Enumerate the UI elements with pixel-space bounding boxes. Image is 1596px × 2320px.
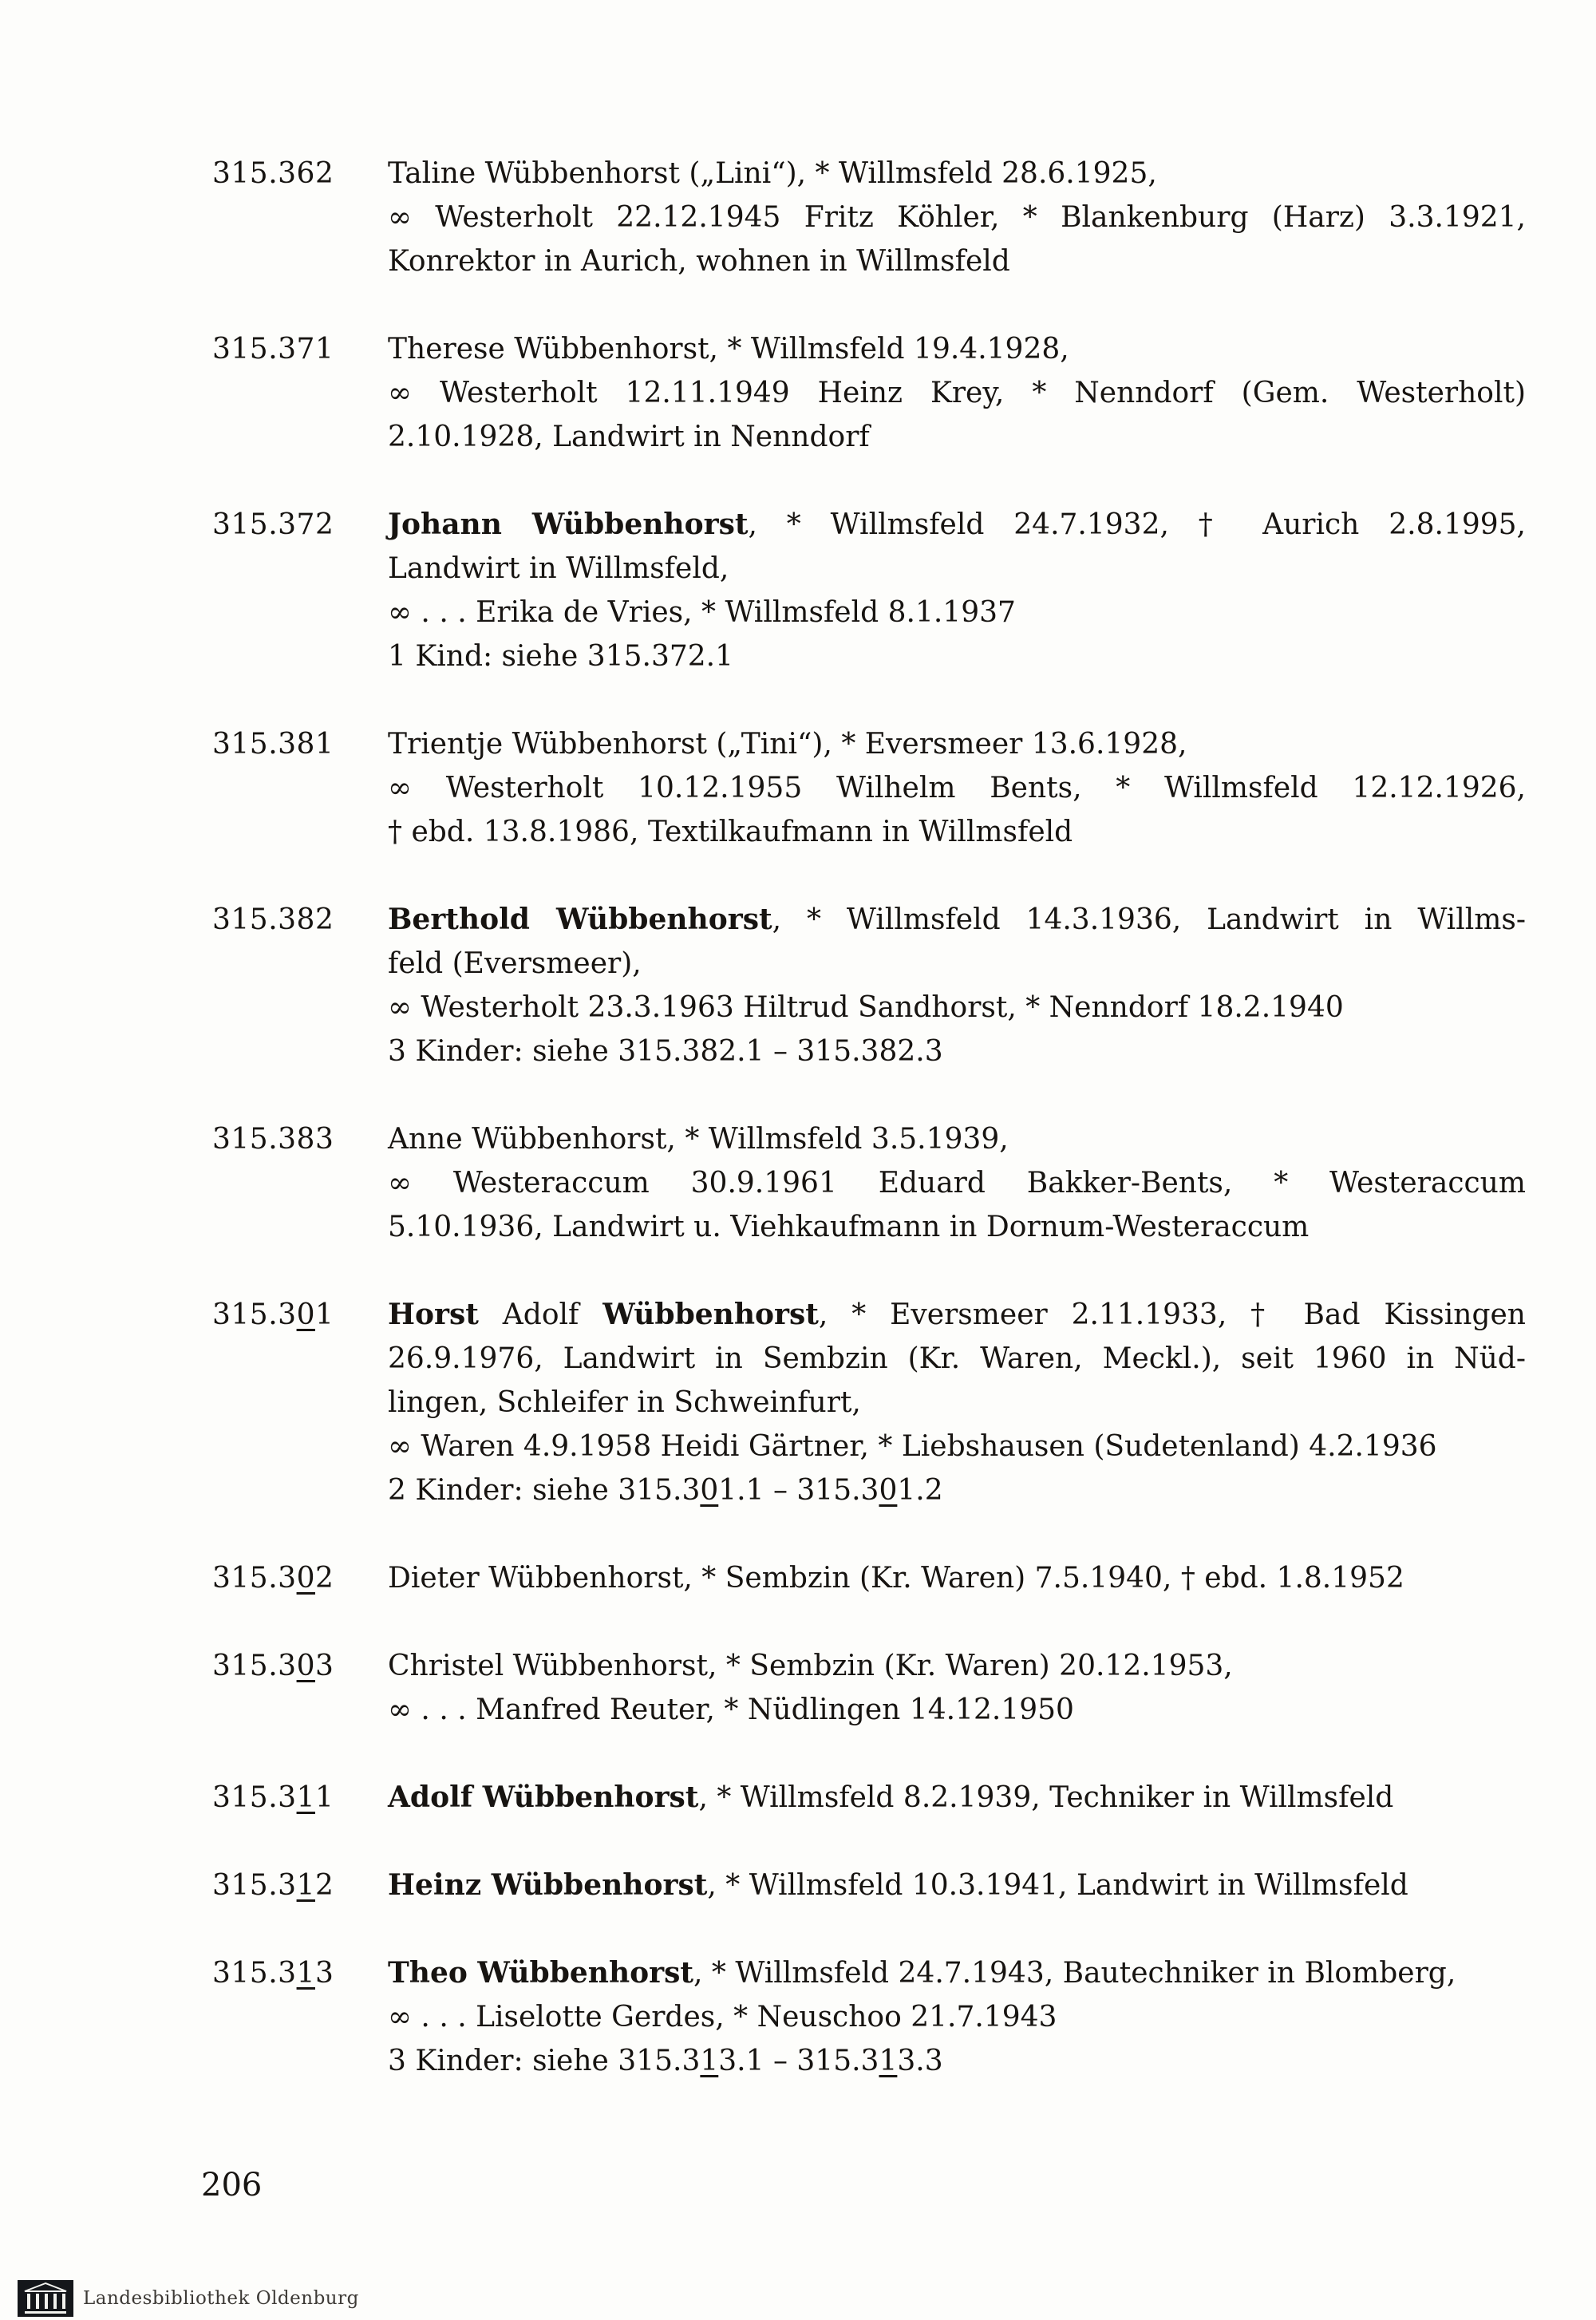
genealogy-entry: [212, 503, 1526, 678]
text-segment: Trientje Wübbenhorst („Tini“), * Eversmeer 13.6.1928,: [388, 728, 1187, 761]
text-segment: 315.3: [212, 1298, 297, 1331]
text-segment: 0: [296, 1562, 315, 1595]
entry-text: [388, 503, 1526, 678]
text-segment: 2: [314, 1869, 334, 1902]
entry-number: [212, 898, 388, 1073]
entry-line: [388, 1425, 1526, 1468]
entry-number: [212, 327, 388, 459]
entry-line: [388, 2039, 1526, 2083]
entry-line: [388, 1556, 1526, 1600]
text-segment: , * Willmsfeld 24.7.1943, Bautechniker in Blomberg,: [693, 1957, 1456, 1990]
text-segment: 315.372: [212, 508, 334, 541]
text-segment: Anne Wübbenhorst, * Willmsfeld 3.5.1939,: [388, 1123, 1009, 1156]
text-segment: , * Willmsfeld 24.7.1932, † Aurich 2.8.1995,: [748, 508, 1527, 541]
text-segment: , * Willmsfeld 8.2.1939, Techniker in Willmsfeld: [698, 1781, 1394, 1814]
entry-number: [212, 152, 388, 283]
entry-number: [212, 1293, 388, 1512]
entry-line: [388, 152, 1526, 196]
entry-line: [388, 722, 1526, 766]
text-segment: Heinz Wübbenhorst: [388, 1868, 708, 1902]
entry-line: [388, 327, 1526, 371]
text-segment: 315.383: [212, 1123, 334, 1156]
text-segment: 1: [296, 1781, 315, 1814]
library-building-icon: [18, 2280, 73, 2317]
entry-number: [212, 1644, 388, 1732]
genealogy-entry: [212, 1864, 1526, 1907]
entry-line: [388, 810, 1526, 854]
text-segment: 315.3: [212, 1562, 297, 1595]
entry-text: [388, 1556, 1526, 1600]
text-segment: 1: [879, 2045, 898, 2077]
text-segment: 0: [879, 1474, 898, 1507]
entry-line: [388, 1337, 1526, 1381]
entry-line: [388, 196, 1526, 239]
text-segment: 3 Kinder: siehe 315.382.1 – 315.382.3: [388, 1035, 943, 1068]
entry-line: [388, 1776, 1526, 1820]
entry-line: [388, 766, 1526, 810]
text-segment: Konrektor in Aurich, wohnen in Willmsfeld: [388, 245, 1010, 278]
text-segment: 0: [296, 1650, 315, 1682]
entry-line: [388, 1468, 1526, 1512]
text-segment: ∞ Westerholt 23.3.1963 Hiltrud Sandhorst, * Nenndorf 18.2.1940: [388, 991, 1344, 1024]
text-segment: ∞ Waren 4.9.1958 Heidi Gärtner, * Liebshausen (Sudetenland) 4.2.1936: [388, 1430, 1437, 1463]
text-segment: Adolf: [478, 1298, 603, 1331]
text-segment: lingen, Schleifer in Schweinfurt,: [388, 1386, 861, 1419]
text-segment: ∞ Westerholt 12.11.1949 Heinz Krey, * Nenndorf (Gem. Westerholt): [388, 377, 1526, 409]
text-segment: 315.3: [212, 1781, 297, 1814]
genealogy-entry: [212, 1644, 1526, 1732]
entry-line: [388, 1864, 1526, 1907]
entry-line: [388, 1995, 1526, 2039]
text-segment: 3: [314, 1957, 334, 1990]
text-segment: 2 Kinder: siehe 315.3: [388, 1474, 701, 1507]
entry-text: [388, 722, 1526, 854]
entry-line: [388, 1117, 1526, 1161]
entry-line: [388, 1644, 1526, 1688]
library-stamp-label: Landesbibliothek Oldenburg: [83, 2288, 359, 2309]
text-segment: ∞ Westerholt 22.12.1945 Fritz Köhler, * Blankenburg (Harz) 3.3.1921,: [388, 201, 1526, 234]
entry-text: [388, 1951, 1526, 2083]
text-segment: 1: [314, 1781, 334, 1814]
genealogy-entry: [212, 1293, 1526, 1512]
entry-line: [388, 942, 1526, 986]
text-segment: Christel Wübbenhorst, * Sembzin (Kr. Waren) 20.12.1953,: [388, 1650, 1233, 1682]
text-segment: Theo Wübbenhorst: [388, 1956, 694, 1990]
entry-number: [212, 1776, 388, 1820]
entry-text: [388, 1293, 1526, 1512]
entry-line: [388, 1381, 1526, 1425]
entry-number: [212, 1864, 388, 1907]
genealogy-entry: [212, 1117, 1526, 1249]
entry-line: [388, 503, 1526, 547]
entry-text: [388, 1864, 1526, 1907]
genealogy-entry: [212, 152, 1526, 283]
library-stamp: [18, 2280, 359, 2317]
text-segment: Landwirt in Willmsfeld,: [388, 552, 729, 585]
text-segment: feld (Eversmeer),: [388, 947, 642, 980]
text-segment: 1 Kind: siehe 315.372.1: [388, 640, 734, 673]
text-segment: 2: [314, 1562, 334, 1595]
entry-line: [388, 898, 1526, 942]
text-segment: Taline Wübbenhorst („Lini“), * Willmsfeld 28.6.1925,: [388, 157, 1157, 190]
text-segment: , * Eversmeer 2.11.1933, † Bad Kissingen: [818, 1298, 1526, 1331]
text-segment: 3: [314, 1650, 334, 1682]
text-segment: 1.1 – 315.3: [718, 1474, 879, 1507]
entry-line: [388, 1951, 1526, 1995]
text-segment: Dieter Wübbenhorst, * Sembzin (Kr. Waren) 7.5.1940, † ebd. 1.8.1952: [388, 1562, 1404, 1595]
text-segment: 315.3: [212, 1957, 297, 1990]
entry-number: [212, 503, 388, 678]
entry-line: [388, 634, 1526, 678]
text-segment: 5.10.1936, Landwirt u. Viehkaufmann in Dornum-Westeraccum: [388, 1211, 1310, 1243]
text-segment: , * Willmsfeld 10.3.1941, Landwirt in Willmsfeld: [707, 1869, 1408, 1902]
text-segment: 1.2: [897, 1474, 943, 1507]
entry-number: [212, 1117, 388, 1249]
text-segment: Adolf Wübbenhorst: [388, 1781, 699, 1814]
text-segment: ∞ Westerholt 10.12.1955 Wilhelm Bents, * Willmsfeld 12.12.1926,: [388, 772, 1526, 804]
text-segment: 3.3: [897, 2045, 943, 2077]
genealogy-entry: [212, 327, 1526, 459]
entry-line: [388, 1161, 1526, 1205]
page-number: 206: [201, 2167, 263, 2203]
entry-line: [388, 591, 1526, 634]
entry-line: [388, 1030, 1526, 1073]
entry-text: [388, 152, 1526, 283]
text-segment: 2.10.1928, Landwirt in Nenndorf: [388, 421, 870, 453]
entry-line: [388, 1205, 1526, 1249]
text-segment: ∞ . . . Manfred Reuter, * Nüdlingen 14.12.1950: [388, 1694, 1074, 1726]
entry-text: [388, 327, 1526, 459]
text-segment: 315.3: [212, 1869, 297, 1902]
entry-line: [388, 239, 1526, 283]
text-segment: 315.381: [212, 728, 334, 761]
entry-line: [388, 986, 1526, 1030]
entry-line: [388, 1688, 1526, 1732]
genealogy-entry: [212, 722, 1526, 854]
entry-line: [388, 415, 1526, 459]
text-segment: 0: [296, 1298, 315, 1331]
text-segment: 0: [700, 1474, 719, 1507]
text-segment: 3.1 – 315.3: [718, 2045, 879, 2077]
entry-number: [212, 722, 388, 854]
text-segment: 1: [700, 2045, 719, 2077]
text-segment: ∞ . . . Liselotte Gerdes, * Neuschoo 21.7.1943: [388, 2001, 1057, 2033]
text-segment: ∞ . . . Erika de Vries, * Willmsfeld 8.1.1937: [388, 596, 1016, 629]
genealogy-entry: [212, 898, 1526, 1073]
entry-line: [388, 371, 1526, 415]
text-segment: 3 Kinder: siehe 315.3: [388, 2045, 701, 2077]
entry-text: [388, 1117, 1526, 1249]
text-segment: Horst: [388, 1298, 479, 1331]
text-segment: 315.3: [212, 1650, 297, 1682]
text-segment: 1: [314, 1298, 334, 1331]
genealogy-entry: [212, 1776, 1526, 1820]
entry-text: [388, 1776, 1526, 1820]
text-segment: Johann Wübbenhorst: [388, 508, 749, 541]
entry-line: [388, 1293, 1526, 1337]
text-segment: † ebd. 13.8.1986, Textilkaufmann in Willmsfeld: [388, 816, 1073, 848]
entry-text: [388, 898, 1526, 1073]
text-segment: , * Willmsfeld 14.3.1936, Landwirt in Willms-: [772, 903, 1527, 936]
entry-number: [212, 1951, 388, 2083]
text-segment: 315.362: [212, 157, 334, 190]
genealogy-entry: [212, 1556, 1526, 1600]
text-segment: ∞ Westeraccum 30.9.1961 Eduard Bakker-Bents, * Westeraccum: [388, 1167, 1526, 1200]
text-segment: 26.9.1976, Landwirt in Sembzin (Kr. Waren, Meckl.), seit 1960 in Nüd-: [388, 1342, 1526, 1375]
text-segment: 1: [296, 1869, 315, 1902]
text-segment: Therese Wübbenhorst, * Willmsfeld 19.4.1928,: [388, 333, 1069, 366]
text-segment: Berthold Wübbenhorst: [388, 903, 772, 936]
entry-number: [212, 1556, 388, 1600]
genealogy-entry: [212, 1951, 1526, 2083]
entry-line: [388, 547, 1526, 591]
text-segment: Wübbenhorst: [602, 1298, 819, 1331]
text-segment: 315.371: [212, 333, 334, 366]
text-segment: 315.382: [212, 903, 334, 936]
entry-text: [388, 1644, 1526, 1732]
text-segment: 1: [296, 1957, 315, 1990]
